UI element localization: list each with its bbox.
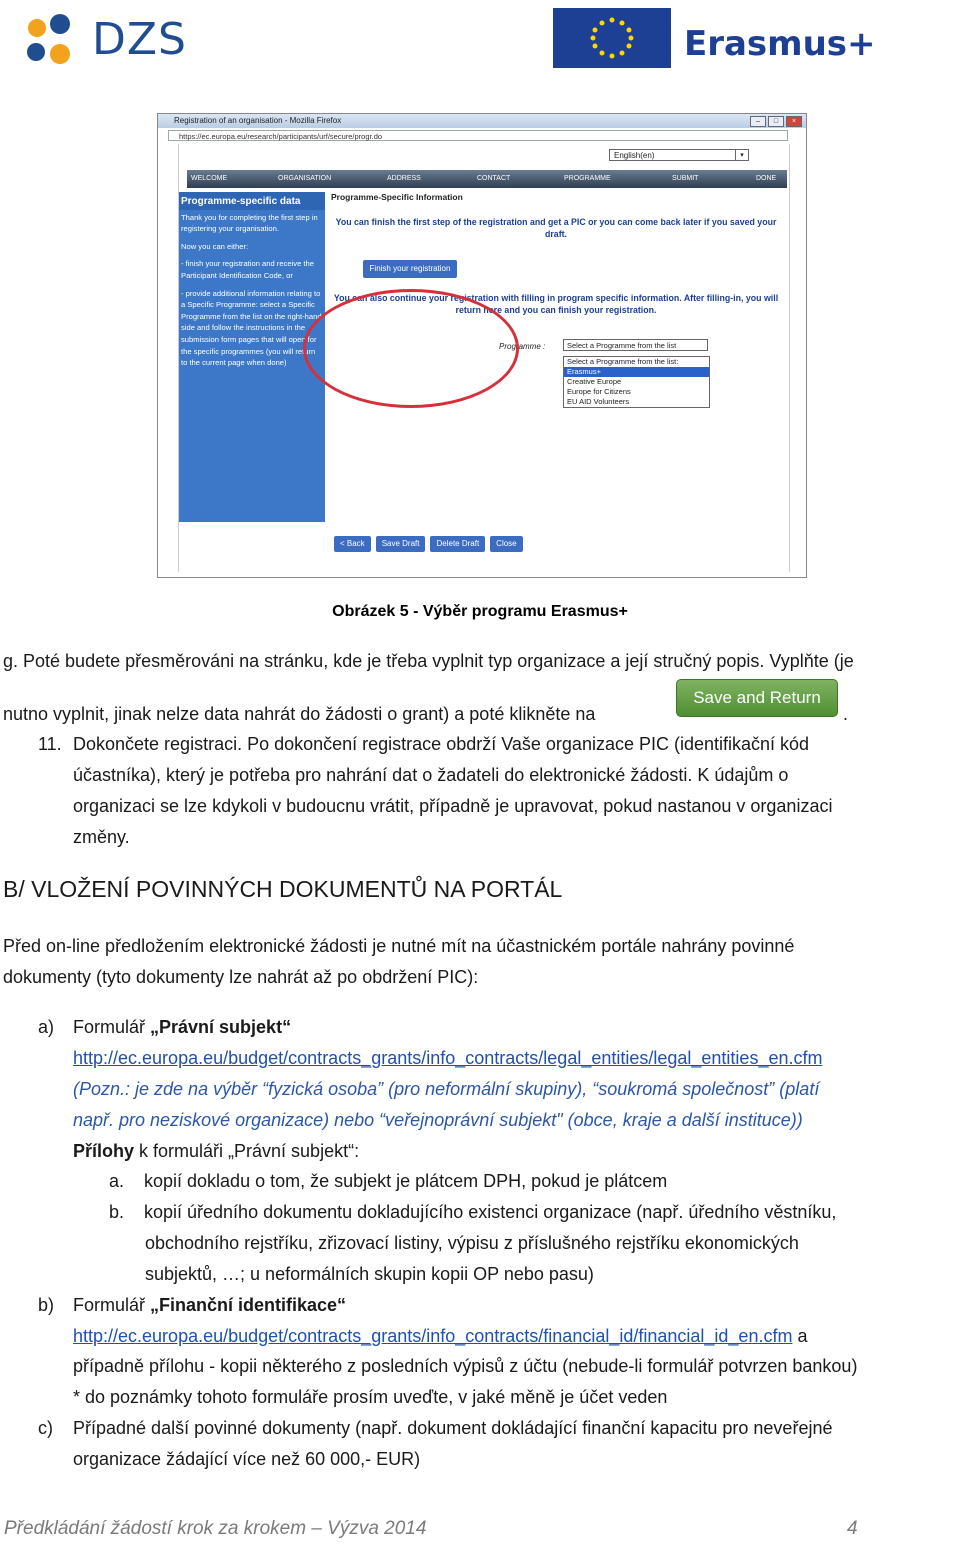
item-a-pre: Formulář (73, 1017, 151, 1037)
programme-option[interactable]: EU AID Volunteers (567, 397, 630, 406)
window-title: Registration of an organisation - Mozilla Firefox (174, 116, 342, 125)
item-a-attachments (73, 1136, 359, 1167)
page-footer: Předkládání žádostí krok za krokem – Výzva 2014 (4, 1518, 427, 1539)
attachments-bold: Přílohy (73, 1141, 135, 1161)
para-g-line2: nutno vyplnit, jinak nelze data nahrát do žádosti o grant) a poté klikněte na (3, 704, 596, 724)
item-b-line3: * do poznámky tohoto formuláře prosím uveďte, v jaké měně je účet veden (73, 1387, 668, 1407)
item-11-line4: změny. (73, 827, 130, 847)
message-finish: You can finish the first step of the registration and get a PIC or you can come back later if you saved your draft. (335, 217, 777, 239)
wizard-steps (187, 170, 787, 188)
sub-b-line2: obchodního rejstříku, zřizovací listiny, výpisu z příslušného rejstříku ekonomických (145, 1233, 799, 1253)
highlight-circle (303, 289, 519, 408)
step-contact: CONTACT (477, 175, 511, 182)
intro-line2: dokumenty (tyto dokumenty lze nahrát až po obdržení PIC): (3, 967, 479, 987)
minimize-icon[interactable]: – (750, 116, 766, 127)
programme-select[interactable]: Select a Programme from the list (563, 339, 708, 351)
sub-a-text: kopií dokladu o tom, že subjekt je plátcem DPH, pokud je plátcem (144, 1171, 668, 1191)
page-number: 4 (847, 1518, 858, 1539)
wizard-buttons (334, 536, 523, 552)
para-g-end: . (843, 704, 849, 724)
finish-registration-button[interactable]: Finish your registration (363, 260, 457, 278)
window-titlebar (158, 114, 806, 128)
delete-draft-button[interactable]: Delete Draft (430, 536, 485, 552)
item-b-title (73, 1290, 346, 1321)
item-11-line3: organizaci se lze kdykoli v budoucnu vrátit, případně je upravovat, pokud nastanou v organizaci (73, 796, 833, 816)
item-11-line2: účastníka), který je potřeba pro nahrání dat o žadateli do elektronické žádosti. K údajům o (73, 765, 789, 785)
back-button[interactable]: < Back (334, 536, 371, 552)
sidebar-title: Programme-specific data (179, 192, 325, 210)
item-a-note-line1: (Pozn.: je zde na výběr “fyzická osoba” (pro neformální skupiny), “soukromá společnost” (platí (73, 1079, 820, 1099)
item-c-label: c) (38, 1418, 53, 1438)
para-g-line1: g. Poté budete přesměrováni na stránku, kde je třeba vyplnit typ organizace a její stručný popis. Vyplňte (je (3, 651, 854, 671)
programme-label: Programme : (499, 342, 546, 351)
item-11-number: 11. (38, 734, 62, 754)
programme-options[interactable] (563, 356, 710, 408)
eu-flag-icon (553, 8, 671, 68)
main-title: Programme-Specific Information (331, 192, 463, 202)
sidebar-info (179, 192, 325, 522)
sidebar-p2: Now you can either: (181, 241, 249, 251)
dzs-logo-text: DZS (92, 14, 187, 65)
item-c-line2: organizace žádající více než 60 000,- EUR) (73, 1449, 421, 1469)
item-a-title (73, 1012, 291, 1043)
programme-option-selected[interactable]: Erasmus+ (564, 367, 709, 377)
dzs-logo (22, 8, 192, 72)
financial-id-link[interactable]: http://ec.europa.eu/budget/contracts_grants/info_contracts/financial_id/financial_id_en.cfm (73, 1326, 793, 1346)
sidebar-p1: Thank you for completing the first step in registering your organisation. (181, 212, 318, 234)
programme-option[interactable]: Europe for Citizens (567, 387, 631, 396)
sub-b-line3: subjektů, …; u neformálních skupin kopii OP nebo pasu) (145, 1264, 594, 1284)
close-icon[interactable]: × (786, 116, 802, 127)
step-done: DONE (756, 175, 777, 182)
item-b-bold: „Finanční identifikace“ (150, 1295, 347, 1315)
save-draft-button[interactable]: Save Draft (376, 536, 426, 552)
dzs-symbol-icon (22, 8, 82, 72)
sidebar-p3: - finish your registration and receive the Participant Identification Code, or (181, 259, 314, 280)
item-a-note-line2: např. pro neziskové organizace) nebo “veřejnoprávní subjekt" (obce, kraje a další instituce)) (73, 1110, 803, 1130)
item-b-pre: Formulář (73, 1295, 151, 1315)
message-continue: You can also continue your registration with filling in program specific information. After filling-in, you will return here and you can finish your registration. (333, 293, 779, 315)
intro-line1: Před on-line předložením elektronické žádosti je nutné mít na účastnickém portále nahrány povinné (3, 936, 795, 956)
item-a-label: a) (38, 1017, 55, 1037)
sub-b-label: b. (109, 1202, 125, 1222)
step-welcome: WELCOME (191, 175, 228, 182)
item-b-label: b) (38, 1295, 55, 1315)
maximize-icon[interactable]: □ (768, 116, 784, 127)
language-value: English(en) (614, 151, 655, 160)
programme-option[interactable]: Select a Programme from the list: (567, 357, 679, 366)
item-b-link-line (73, 1321, 807, 1352)
language-select[interactable] (609, 149, 749, 161)
sub-b-line1: kopií úředního dokumentu dokladujícího existenci organizace (např. úředního věstníku, (144, 1202, 837, 1222)
item-b-link-after: a (792, 1326, 808, 1346)
url-bar[interactable]: https://ec.europa.eu/research/participants/urf/secure/progr.do (168, 130, 788, 141)
sidebar-p4: - provide additional information relating to a Specific Programme: select a Specific Programme from the list on the right-hand side and follow the instructions in the submission form pages that will open for the specific programmes (you will return to the current page when done) (181, 288, 322, 368)
item-a-bold: „Právní subjekt“ (150, 1017, 292, 1037)
chevron-down-icon: ▾ (735, 150, 748, 160)
section-heading: B/ VLOŽENÍ POVINNÝCH DOKUMENTŮ NA PORTÁL (3, 876, 563, 902)
item-c-line1: Případné další povinné dokumenty (např. dokument dokládající finanční kapacitu pro neveřejné (73, 1418, 833, 1438)
step-programme: PROGRAMME (564, 175, 611, 182)
sub-a-label: a. (109, 1171, 125, 1191)
figure-caption: Obrázek 5 - Výběr programu Erasmus+ (332, 603, 628, 620)
step-organisation: ORGANISATION (278, 175, 332, 182)
legal-entities-link[interactable]: http://ec.europa.eu/budget/contracts_grants/info_contracts/legal_entities/legal_entities_en.cfm (73, 1048, 823, 1068)
step-submit: SUBMIT (672, 175, 699, 182)
close-button[interactable]: Close (490, 536, 522, 552)
attachments-rest: k formuláři „Právní subjekt“: (134, 1141, 360, 1161)
erasmus-logo-text: Erasmus+ (684, 24, 876, 64)
save-and-return-button: Save and Return (676, 679, 838, 717)
programme-option[interactable]: Creative Europe (567, 377, 622, 386)
item-b-line2: případně přílohu - kopii některého z posledních výpisů z účtu (nebude-li formulář potvrzen bankou) (73, 1356, 858, 1376)
item-11-line1: Dokončete registraci. Po dokončení registrace obdrží Vaše organizace PIC (identifikační kód (73, 734, 810, 754)
step-address: ADDRESS (387, 175, 421, 182)
